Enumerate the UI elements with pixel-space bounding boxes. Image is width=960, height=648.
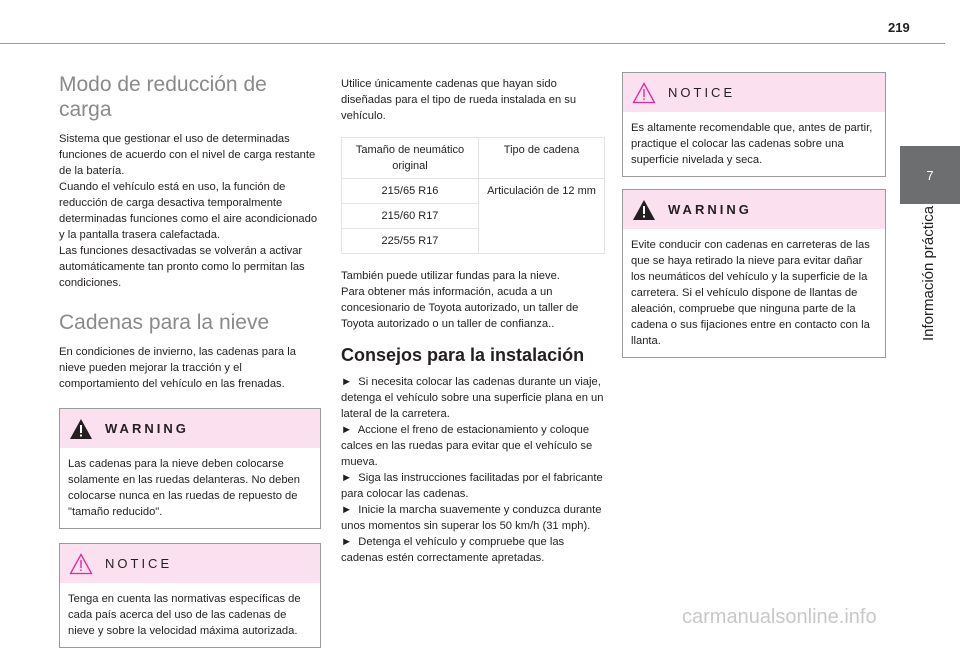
warning-text: Evite conducir con cadenas en carreteras de las que se haya retirado la nieve para evitar dañar los neumáticos del vehículo y la superficie de la carretera. Si el vehículo dispone de llantas de aleación, compruebe que ninguna parte de la cadena o sus fijaciones entre en contacto con la llanta. — [631, 239, 870, 347]
warning-title: WARNING — [105, 421, 189, 436]
tip-text: Detenga el vehículo y compruebe que las cadenas estén correctamente apretadas. — [341, 536, 565, 564]
bullet-icon: ► — [341, 504, 353, 516]
bullet-icon: ► — [341, 536, 353, 548]
list-item — [341, 534, 605, 566]
bullet-icon: ► — [341, 472, 353, 484]
heading-snow-chains: Cadenas para la nieve — [59, 311, 270, 334]
tips-list — [341, 374, 605, 566]
list-item — [341, 374, 605, 422]
warning-header — [623, 190, 885, 229]
warning-icon — [69, 418, 93, 440]
chains-table — [341, 137, 605, 254]
notice-box-1 — [59, 543, 321, 648]
notice-icon — [632, 82, 656, 104]
warning-box-2 — [622, 189, 886, 358]
watermark: carmanualsonline.info — [682, 606, 877, 628]
notice-title: NOTICE — [105, 556, 173, 571]
bullet-icon: ► — [341, 376, 353, 388]
tire-size-cell: 225/55 R17 — [342, 229, 479, 254]
tip-text: Si necesita colocar las cadenas durante un viaje, detenga el vehículo sobre una superficie plana en un lateral de la carretera. — [341, 376, 604, 420]
chapter-label-text: Información práctica — [920, 205, 937, 341]
chapter-label — [897, 205, 937, 345]
load-reduction-text: Sistema que gestionar el uso de determinadas funciones de acuerdo con el nivel de carga restante de la batería. Cuando el vehículo está en uso, la función de reducción de carga desactiva temporalmente determinadas funciones como el aire acondicionado y la pantalla trasera calefactada. Las funciones desactivadas se volverán a activar automáticamente tan pronto como lo permitan las condiciones. — [59, 133, 318, 289]
chains-intro: Utilice únicamente cadenas que hayan sido diseñadas para el tipo de rueda instalada en su vehículo. — [341, 78, 577, 122]
snow-chains-text: En condiciones de invierno, las cadenas para la nieve pueden mejorar la tracción y el comportamiento del vehículo en las frenadas. — [59, 346, 296, 390]
notice-title: NOTICE — [668, 85, 736, 100]
tip-text: Inicie la marcha suavemente y conduzca durante unos momentos sin superar los 50 km/h (31 mph). — [341, 504, 602, 532]
header-rule — [0, 43, 945, 44]
notice-header — [623, 73, 885, 112]
page-number: 219 — [888, 20, 910, 35]
snow-covers-text: También puede utilizar fundas para la nieve. Para obtener más información, acuda a un concesionario de Toyota autorizado, un taller de Toyota autorizado o un taller de confianza.. — [341, 270, 579, 330]
warning-text: Las cadenas para la nieve deben colocarse solamente en las ruedas delanteras. No deben colocarse nunca en las ruedas de repuesto de "tamaño reducido". — [68, 458, 300, 518]
column-3 — [622, 72, 886, 358]
heading-load-reduction: Modo de reducción de carga — [59, 73, 267, 121]
list-item — [341, 502, 605, 534]
notice-icon — [69, 553, 93, 575]
list-item — [341, 422, 605, 470]
warning-title: WARNING — [668, 202, 752, 217]
header-tire-size: Tamaño de neumático original — [342, 138, 479, 179]
bullet-icon: ► — [341, 424, 353, 436]
chapter-number: 7 — [926, 167, 934, 183]
tip-text: Accione el freno de estacionamiento y coloque calces en las ruedas para evitar que el vehículo se mueva. — [341, 424, 593, 468]
column-1 — [59, 72, 321, 648]
list-item — [341, 470, 605, 502]
notice-text: Tenga en cuenta las normativas específicas de cada país acerca del uso de las cadenas de nieve y sobre la velocidad máxima autorizada. — [68, 593, 301, 637]
tire-size-cell: 215/65 R16 — [342, 179, 479, 204]
notice-text: Es altamente recomendable que, antes de partir, practique el colocar las cadenas sobre una superficie nivelada y seca. — [631, 122, 873, 166]
chapter-tab[interactable] — [900, 146, 960, 204]
notice-header — [60, 544, 320, 583]
warning-header — [60, 409, 320, 448]
tire-size-cell: 215/60 R17 — [342, 204, 479, 229]
chain-type-cell: Articulación de 12 mm — [479, 179, 605, 254]
warning-icon — [632, 199, 656, 221]
header-chain-type: Tipo de cadena — [479, 138, 605, 179]
warning-box-1 — [59, 408, 321, 529]
column-2 — [341, 76, 605, 566]
table-header-row — [342, 138, 605, 179]
notice-box-2 — [622, 72, 886, 177]
table-row — [342, 179, 605, 204]
heading-installation-tips: Consejos para la instalación — [341, 345, 585, 365]
tip-text: Siga las instrucciones facilitadas por el fabricante para colocar las cadenas. — [341, 472, 603, 500]
